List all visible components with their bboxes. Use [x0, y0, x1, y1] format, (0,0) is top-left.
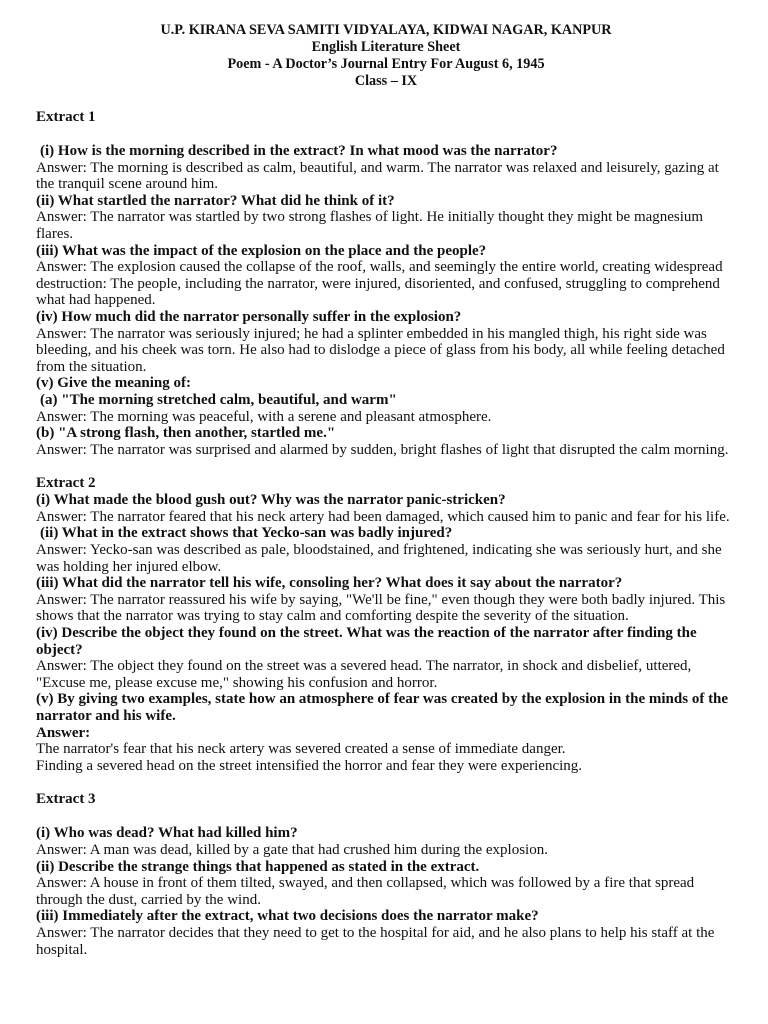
answer: Answer: The morning is described as calm, beautiful, and warm. The narrator was relaxed and leisurely, gazing at the tranquil scene around him.	[36, 159, 719, 193]
class-label: Class – IX	[354, 73, 418, 89]
answer: Finding a severed head on the street intensified the horror and fear they were experiencing.	[36, 757, 583, 774]
question: (iv) Describe the object they found on the street. What was the reaction of the narrator after finding the object?	[36, 625, 697, 658]
question: (ii) Describe the strange things that happened as stated in the extract.	[36, 858, 480, 875]
answer: The narrator's fear that his neck artery was severed created a sense of immediate danger.	[36, 741, 566, 758]
question: (iv) How much did the narrator personally suffer in the explosion?	[36, 308, 462, 325]
extract-title: Extract 1	[36, 109, 96, 125]
question: (i) How is the morning described in the extract? In what mood was the narrator?	[40, 143, 558, 159]
document-page	[36, 22, 736, 958]
question: (iii) Immediately after the extract, what two decisions does the narrator make?	[36, 908, 539, 925]
poem-title: Poem - A Doctor’s Journal Entry For August 6, 1945	[227, 56, 545, 72]
sheet-title: English Literature Sheet	[311, 39, 461, 55]
answer: Answer: A house in front of them tilted, swayed, and then collapsed, which was followed by a fire that spread through the dust, carried by the wind.	[36, 875, 695, 908]
answer: Answer: The narrator was surprised and alarmed by sudden, bright flashes of light that disrupted the calm morning.	[36, 441, 729, 458]
answer: Answer: The object they found on the street was a severed head. The narrator, in shock and disbelief, uttered, "Excuse me, please excuse me," showing his confusion and horror.	[36, 658, 692, 691]
question: (i) What made the blood gush out? Why was the narrator panic-stricken?	[36, 492, 506, 509]
question: (iii) What was the impact of the explosion on the place and the people?	[36, 242, 487, 259]
answer: Answer: The narrator was startled by two strong flashes of light. He initially thought they might be magnesium flares.	[36, 209, 704, 242]
question: (ii) What in the extract shows that Yecko-san was badly injured?	[40, 525, 453, 542]
answer-label: Answer:	[36, 724, 91, 741]
answer: Answer: The narrator was seriously injured; he had a splinter embedded in his mangled thigh, his right side was bleeding, and his cheek was torn. He also had to dislodge a piece of glass from his body, all while feeling detached from the situation.	[36, 325, 725, 375]
extract-title: Extract 3	[36, 791, 96, 808]
extract-title: Extract 2	[36, 475, 96, 492]
extract-3	[36, 791, 736, 958]
question: (v) By giving two examples, state how an atmosphere of fear was created by the explosion in the minds of the narrator and his wife.	[36, 691, 729, 724]
document-header	[36, 22, 736, 90]
answer: Answer: The narrator decides that they need to get to the hospital for aid, and he also plans to help his staff at the hospital.	[36, 924, 715, 958]
extract-2	[36, 475, 736, 774]
answer: Answer: The narrator reassured his wife by saying, "We'll be fine," even though they were both badly injured. This shows that the narrator was trying to stay calm and comforting despite the severity of the situation.	[36, 591, 726, 625]
question: (i) Who was dead? What had killed him?	[36, 825, 298, 842]
question: (iii) What did the narrator tell his wife, consoling her? What does it say about the narrator?	[36, 575, 623, 592]
answer: Answer: Yecko-san was described as pale, bloodstained, and frightened, indicating she was seriously hurt, and she was holding her injured elbow.	[36, 542, 722, 575]
extract-1	[36, 109, 736, 458]
question: (ii) What startled the narrator? What did he think of it?	[36, 192, 395, 209]
answer: Answer: The narrator feared that his neck artery had been damaged, which caused him to panic and fear for his life.	[36, 508, 730, 525]
answer: Answer: The explosion caused the collapse of the roof, walls, and seemingly the entire world, creating widespread destruction: The people, including the narrator, were injured, disoriented, and confused, struggling to comprehend what had happened.	[36, 259, 723, 309]
question: (v) Give the meaning of:	[36, 375, 191, 392]
answer: Answer: A man was dead, killed by a gate that had crushed him during the explosion.	[36, 841, 548, 858]
sub-question: (b) "A strong flash, then another, startled me."	[36, 425, 336, 442]
sub-question: (a) "The morning stretched calm, beautiful, and warm"	[40, 391, 397, 408]
answer: Answer: The morning was peaceful, with a serene and pleasant atmosphere.	[36, 408, 492, 425]
school-name: U.P. KIRANA SEVA SAMITI VIDYALAYA, KIDWAI NAGAR, KANPUR	[160, 22, 612, 38]
